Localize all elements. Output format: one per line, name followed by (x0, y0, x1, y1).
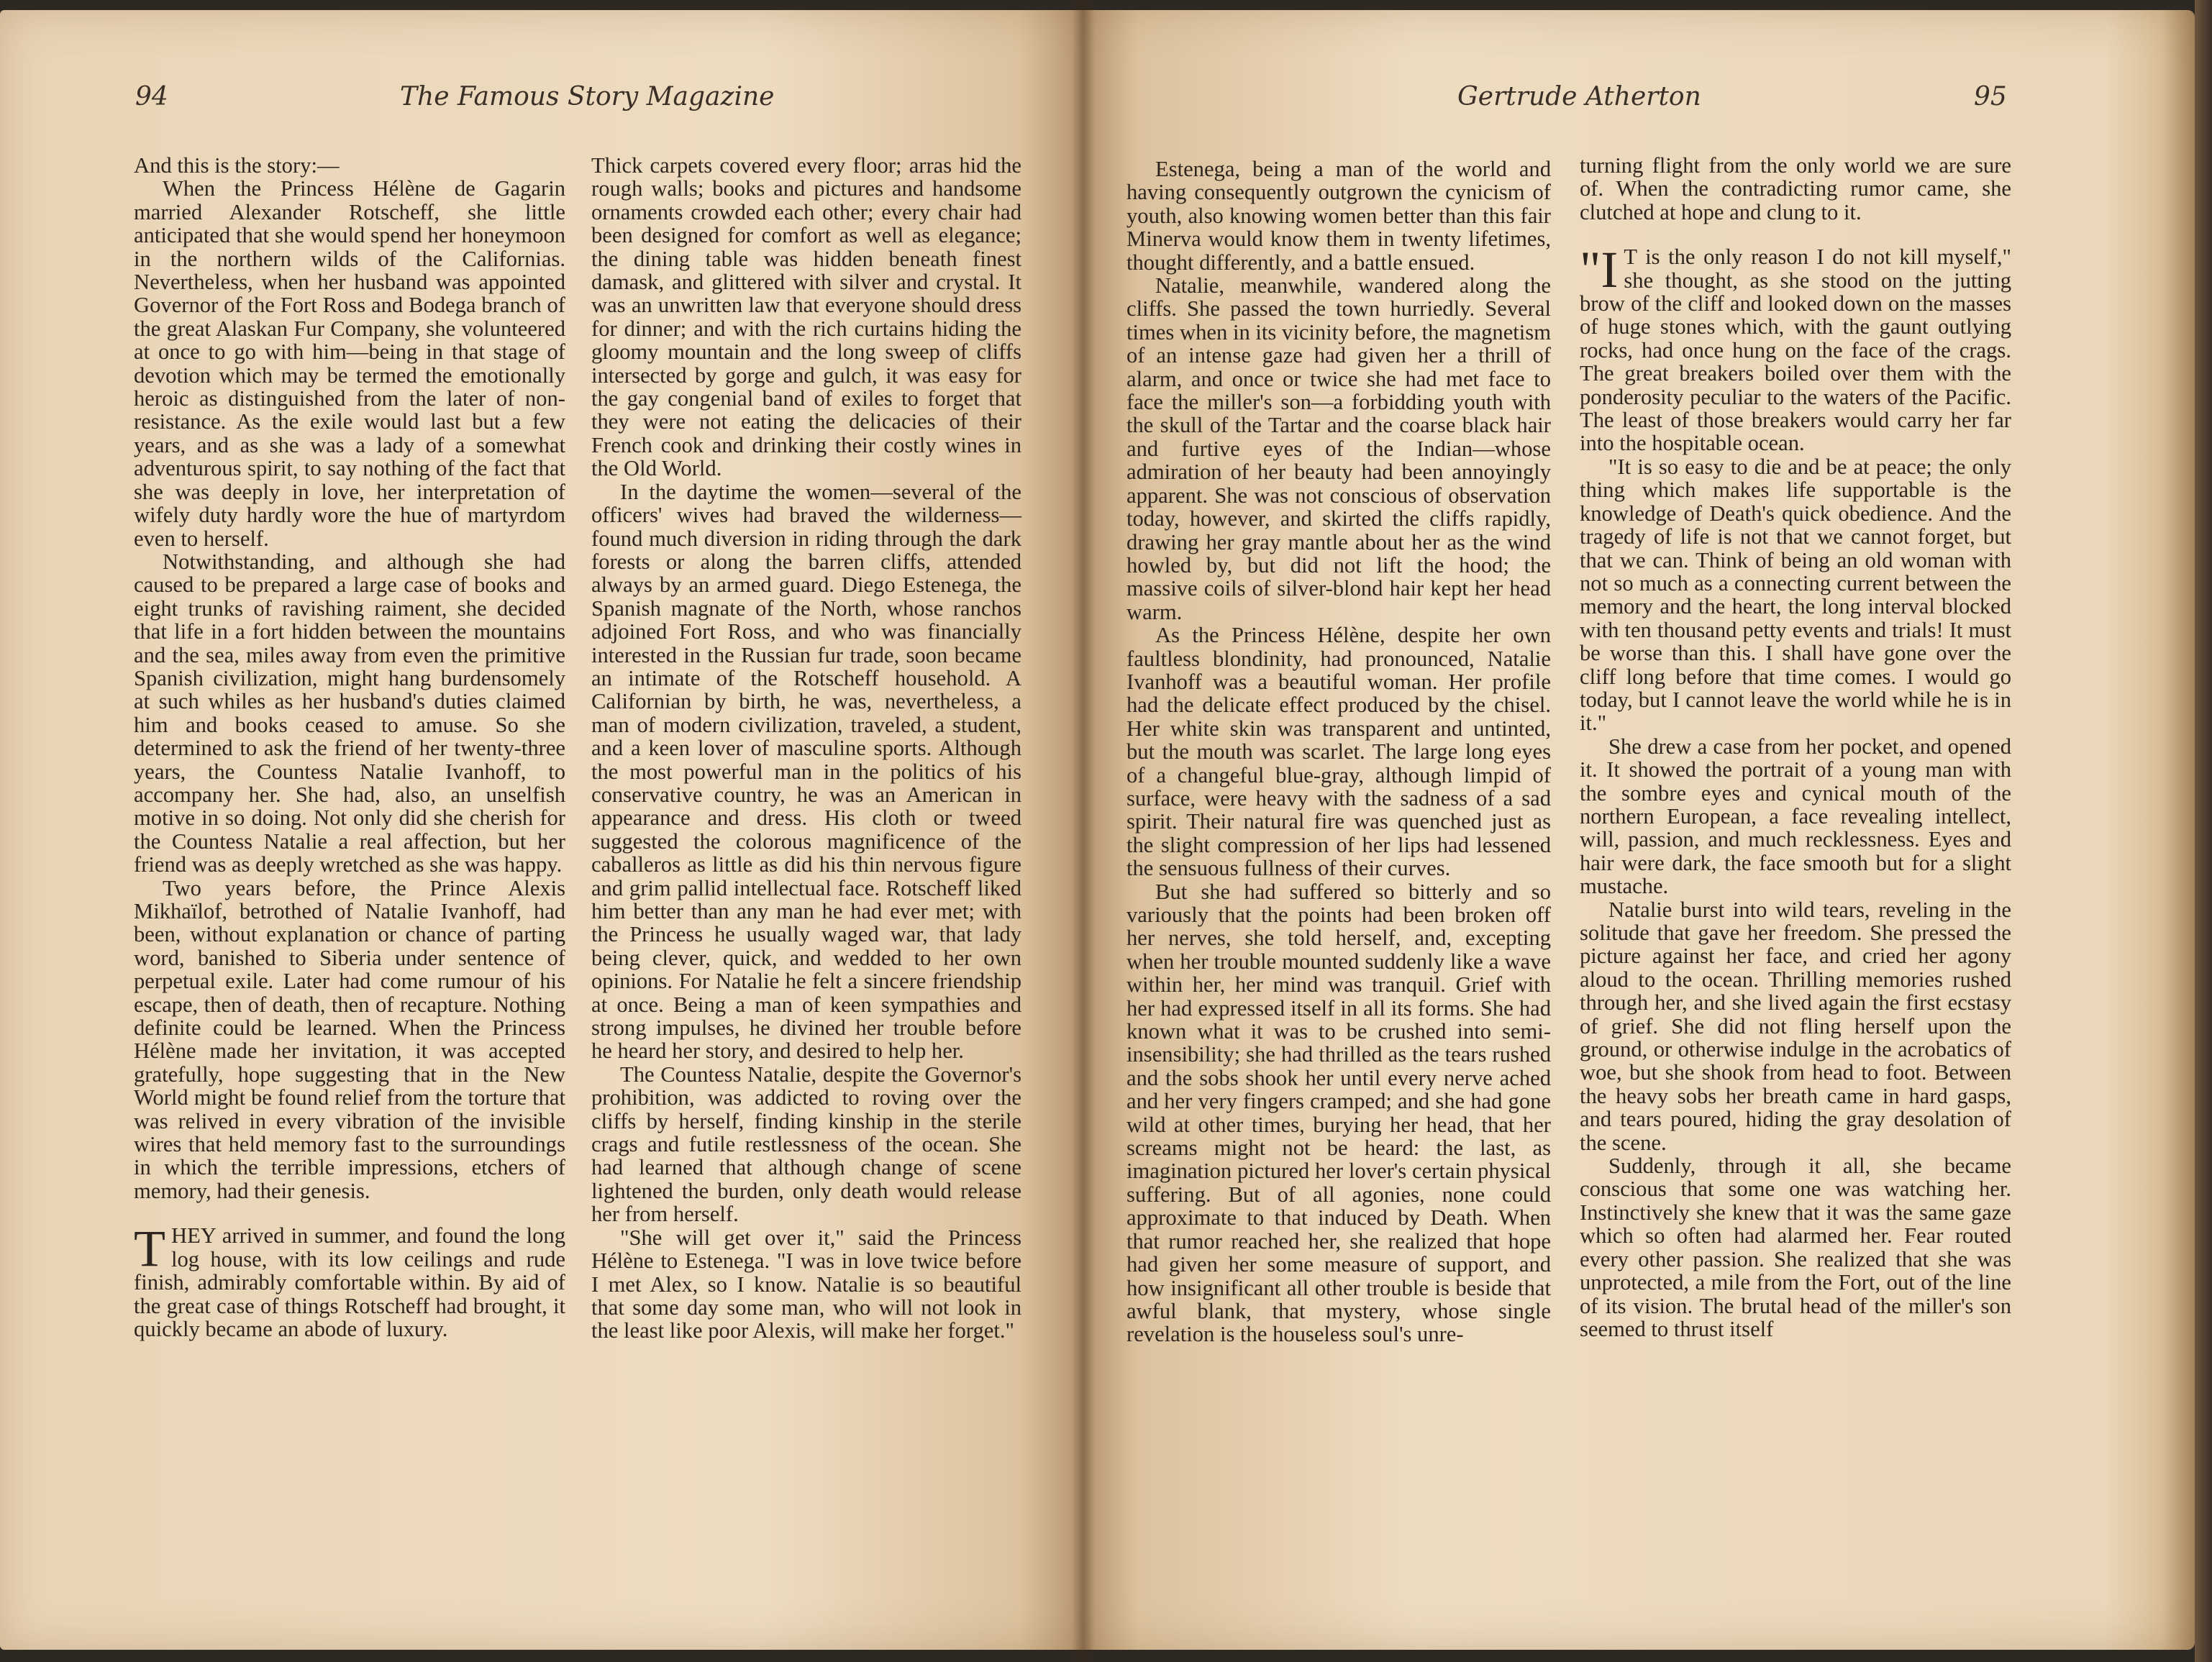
paragraph: As the Princess Hélène, despite her own faultless blondinity, had pronounced, Natalie Ivanhoff was a beautiful woman. Her profile had the delicate effect produced by the chisel. Her white skin was transparent and untinted, but the mouth was scarlet. The large long eyes of a changeful blue-gray, although limpid of surface, were heavy with the sadness of a sad spirit. Their natural fire was quenched just as the slight compression of her lips had lessened the sensuous fullness of their curves. (1127, 623, 1551, 881)
paragraph: "She will get over it," said the Princess Hélène to Estenega. "I was in love twice before I met Alex, so I know. Natalie is so beautiful that some day some man, who will not look in the least like poor Alexis, will make her forget." (591, 1225, 1021, 1343)
dropcap-paragraph (134, 1220, 565, 1341)
paragraph: Two years before, the Prince Alexis Mikhaïlof, betrothed of Natalie Ivanhoff, had been, without explanation or chance of parting word, banished to Siberia under sentence of perpetual exile. Later had come rumour of his escape, then of death, then of recapture. Nothing definite could be learned. When the Princess Hélène made her invitation, it was accepted gratefully, hope suggesting that in the New World might be found relief from the torture that was relived in every vibration of the invisible wires that held memory fast to the surroundings in which the terrible impressions, etchers of memory, had their genesis. (134, 875, 565, 1203)
paragraph: The Countess Natalie, despite the Governor's prohibition, was addicted to roving over the cliffs by herself, finding kinship in the sterile crags and futile restlessness of the ocean. She had learned that although change of scene lightened the burden, only death would release her from herself. (591, 1061, 1021, 1227)
dropcap-letter: "I (1580, 241, 1619, 299)
page-edge (2195, 0, 2212, 1662)
book-gutter-shadow (1072, 0, 1095, 1662)
dropcap-paragraph-text: HEY arrived in summer, and found the long log house, with its low ceilings and rude finish, admirably comfortable within. By aid of the great case of things Rotscheff had brought, it quickly became an abode of luxury. (134, 1223, 565, 1341)
right-page-number: 95 (1974, 82, 2007, 111)
right-column-2 (1580, 154, 2011, 1341)
paragraph: Natalie burst into wild tears, reveling in the solitude that gave her freedom. She pressed the picture against her face, and cried her agony aloud to the ocean. Thrilling memories rushed through her, and she lived again the first ecstasy of grief. She did not fling herself upon the ground, or otherwise indulge in the acrobatics of woe, but she shook from head to foot. Between the heavy sobs her breath came in hard gasps, and tears poured, hiding the gray desolation of the scene. (1580, 897, 2011, 1155)
paragraph: turning flight from the only world we are sure of. When the contradicting rumor came, she clutched at hope and clung to it. (1580, 153, 2011, 224)
paragraph: "It is so easy to die and be at peace; the only thing which makes life supportable is the knowledge of Death's quick obedience. And the tragedy of life is not that we cannot forget, but that we can. Think of being an old woman with not so much as a connecting current between the memory and the heart, the long interval blocked with ten thousand petty events and trials! It must be worse than this. I shall have gone over the cliff long before that time comes. I would go today, but I cannot leave the world while he is in it." (1580, 454, 2011, 736)
right-running-head: Gertrude Atherton (1457, 82, 1701, 111)
paragraph: Estenega, being a man of the world and having consequently outgrown the cynicism of youth, also knowing women better than this fair Minerva would know them in twenty lifetimes, thought differently, and a battle ensued. (1127, 157, 1551, 275)
paragraph: And this is the story:— (134, 153, 340, 178)
paragraph: Thick carpets covered every floor; arras hid the rough walls; books and pictures and handsome ornaments crowded each other; every chair had been designed for comfort as well as elegance; the dining table was hidden beneath finest damask, and glittered with silver and crystal. It was an unwritten law that everyone should dress for dinner; and with the rich curtains hiding the gloomy mountain and the long sweep of cliffs intersected by gorge and gulch, it was easy for the gay congenial band of exiles to forget that they were not eating the delicacies of their French cook and drinking their costly wines in the Old World. (591, 153, 1021, 481)
left-page (0, 10, 1083, 1650)
paragraph: But she had suffered so bitterly and so variously that the points had been broken off her nerves, she told herself, and, excepting when her trouble mounted suddenly like a wave within her, her mind was tranquil. Grief with her had expressed itself in all its forms. She had known what it was to be crushed into semi-insensibility; she had thrilled as the tears rushed and the sobs shook her until every nerve ached and her very fingers cramped; and she had gone wild at other times, burying her head, that her screams might not be heard: the last, as imagination pictured her lover's certain physical suffering. But of all agonies, none could approximate to that induced by Death. When that rumor reached her, she realized that hope had given her some measure of support, and how insignificant all other trouble is beside that awful blank, that mystery, whose single revelation is the houseless soul's unre- (1127, 879, 1551, 1347)
left-column-1 (134, 154, 565, 1341)
paragraph: Notwithstanding, and although she had caused to be prepared a large case of books and eight trunks of ravishing raiment, she decided that life in a fort hidden between the mountains and the sea, miles away from even the primitive Spanish civilization, might hang burdensomely at such whiles as her husband's duties claimed him and books ceased to amuse. So she determined to ask the friend of her twenty-three years, the Countess Natalie Ivanhoff, to accompany her. She had, also, an unselfish motive in so doing. Not only did she cherish for the Countess Natalie a real affection, but her friend was as deeply wretched as she was happy. (134, 549, 565, 877)
dropcap-paragraph-text: T is the only reason I do not kill myself," she thought, as she stood on the jutting brow of the cliff and looked down on the masses of huge stones which, with the gaunt outlying rocks, had once hung on the face of the crags. The great breakers boiled over them with the ponderosity peculiar to the waters of the Pacific. The least of those breakers would carry her far into the hospitable ocean. (1580, 245, 2011, 456)
dropcap-paragraph (1580, 241, 2011, 456)
paragraph: She drew a case from her pocket, and opened it. It showed the portrait of a young man with the sombre eyes and cynical mouth of the northern European, a face revealing intellect, will, passion, and much recklessness. Eyes and hair were dark, the face smooth but for a slight mustache. (1580, 734, 2011, 899)
paragraph: Natalie, meanwhile, wandered along the cliffs. She passed the town hurriedly. Several times when in its vicinity before, the magnetism of an intense gaze had given her a thrill of alarm, and once or twice she had met face to face the miller's son—a forbidding youth with the skull of the Tartar and the coarse black hair and furtive eyes of the Indian—whose admiration of her beauty had been annoyingly apparent. She was not conscious of observation today, however, and skirted the cliffs rapidly, drawing her gray mantle about her as the wind howled by, but did not lift the hood; the massive coils of silver-blond hair kept her head warm. (1127, 273, 1551, 624)
dropcap-letter: T (134, 1220, 165, 1278)
left-column-2 (591, 154, 1021, 1343)
paragraph: Suddenly, through it all, she became conscious that some one was watching her. Instinctively she knew that it was the same gaze which so often had alarmed her. Fear routed every other passion. She realized that she was unprotected, a mile from the Fort, out of the line of its vision. The brutal head of the miller's son seemed to thrust itself (1580, 1154, 2011, 1341)
right-page (1083, 10, 2195, 1650)
paragraph: When the Princess Hélène de Gagarin married Alexander Rotscheff, she little anticipated that she would spend her honeymoon in the northern wilds of the Californias. Nevertheless, when her husband was appointed Governor of the Fort Ross and Bodega branch of the great Alaskan Fur Company, she volunteered at once to go with him—being in that stage of devotion which may be termed the emotionally heroic as distinguished from the later of non-resistance. As the exile would last but a few years, and as she was a lady of a somewhat adventurous spirit, to say nothing of the fact that she was deeply in love, her interpretation of wifely duty hardly wore the hue of martyrdom even to herself. (134, 176, 565, 551)
left-running-head: The Famous Story Magazine (400, 82, 775, 111)
left-page-number: 94 (135, 82, 168, 111)
right-column-1 (1127, 157, 1551, 1346)
paragraph: In the daytime the women—several of the officers' wives had braved the wilderness—found much diversion in riding through the dark forests or along the barren cliffs, attended always by an armed guard. Diego Estenega, the Spanish magnate of the North, whose ranchos adjoined Fort Ross, and who was financially interested in the Russian fur trade, soon became an intimate of the Rotscheff household. A Californian by birth, he was, nevertheless, a man of modern civilization, traveled, a student, and a keen lover of masculine sports. Although the most powerful man in the politics of his conservative country, he was an American in appearance and dress. His cloth or tweed suggested the colorous magnificence of the caballeros as little as did his thin nervous figure and grim pallid intellectual face. Rotscheff liked him better than any man he had ever met; with the Princess he usually waged war, that lady being clever, quick, and wedded to her own opinions. For Natalie he felt a sincere friendship at once. Being a man of keen sympathies and strong impulses, he divined her trouble before he heard her story, and desired to help her. (591, 479, 1021, 1064)
